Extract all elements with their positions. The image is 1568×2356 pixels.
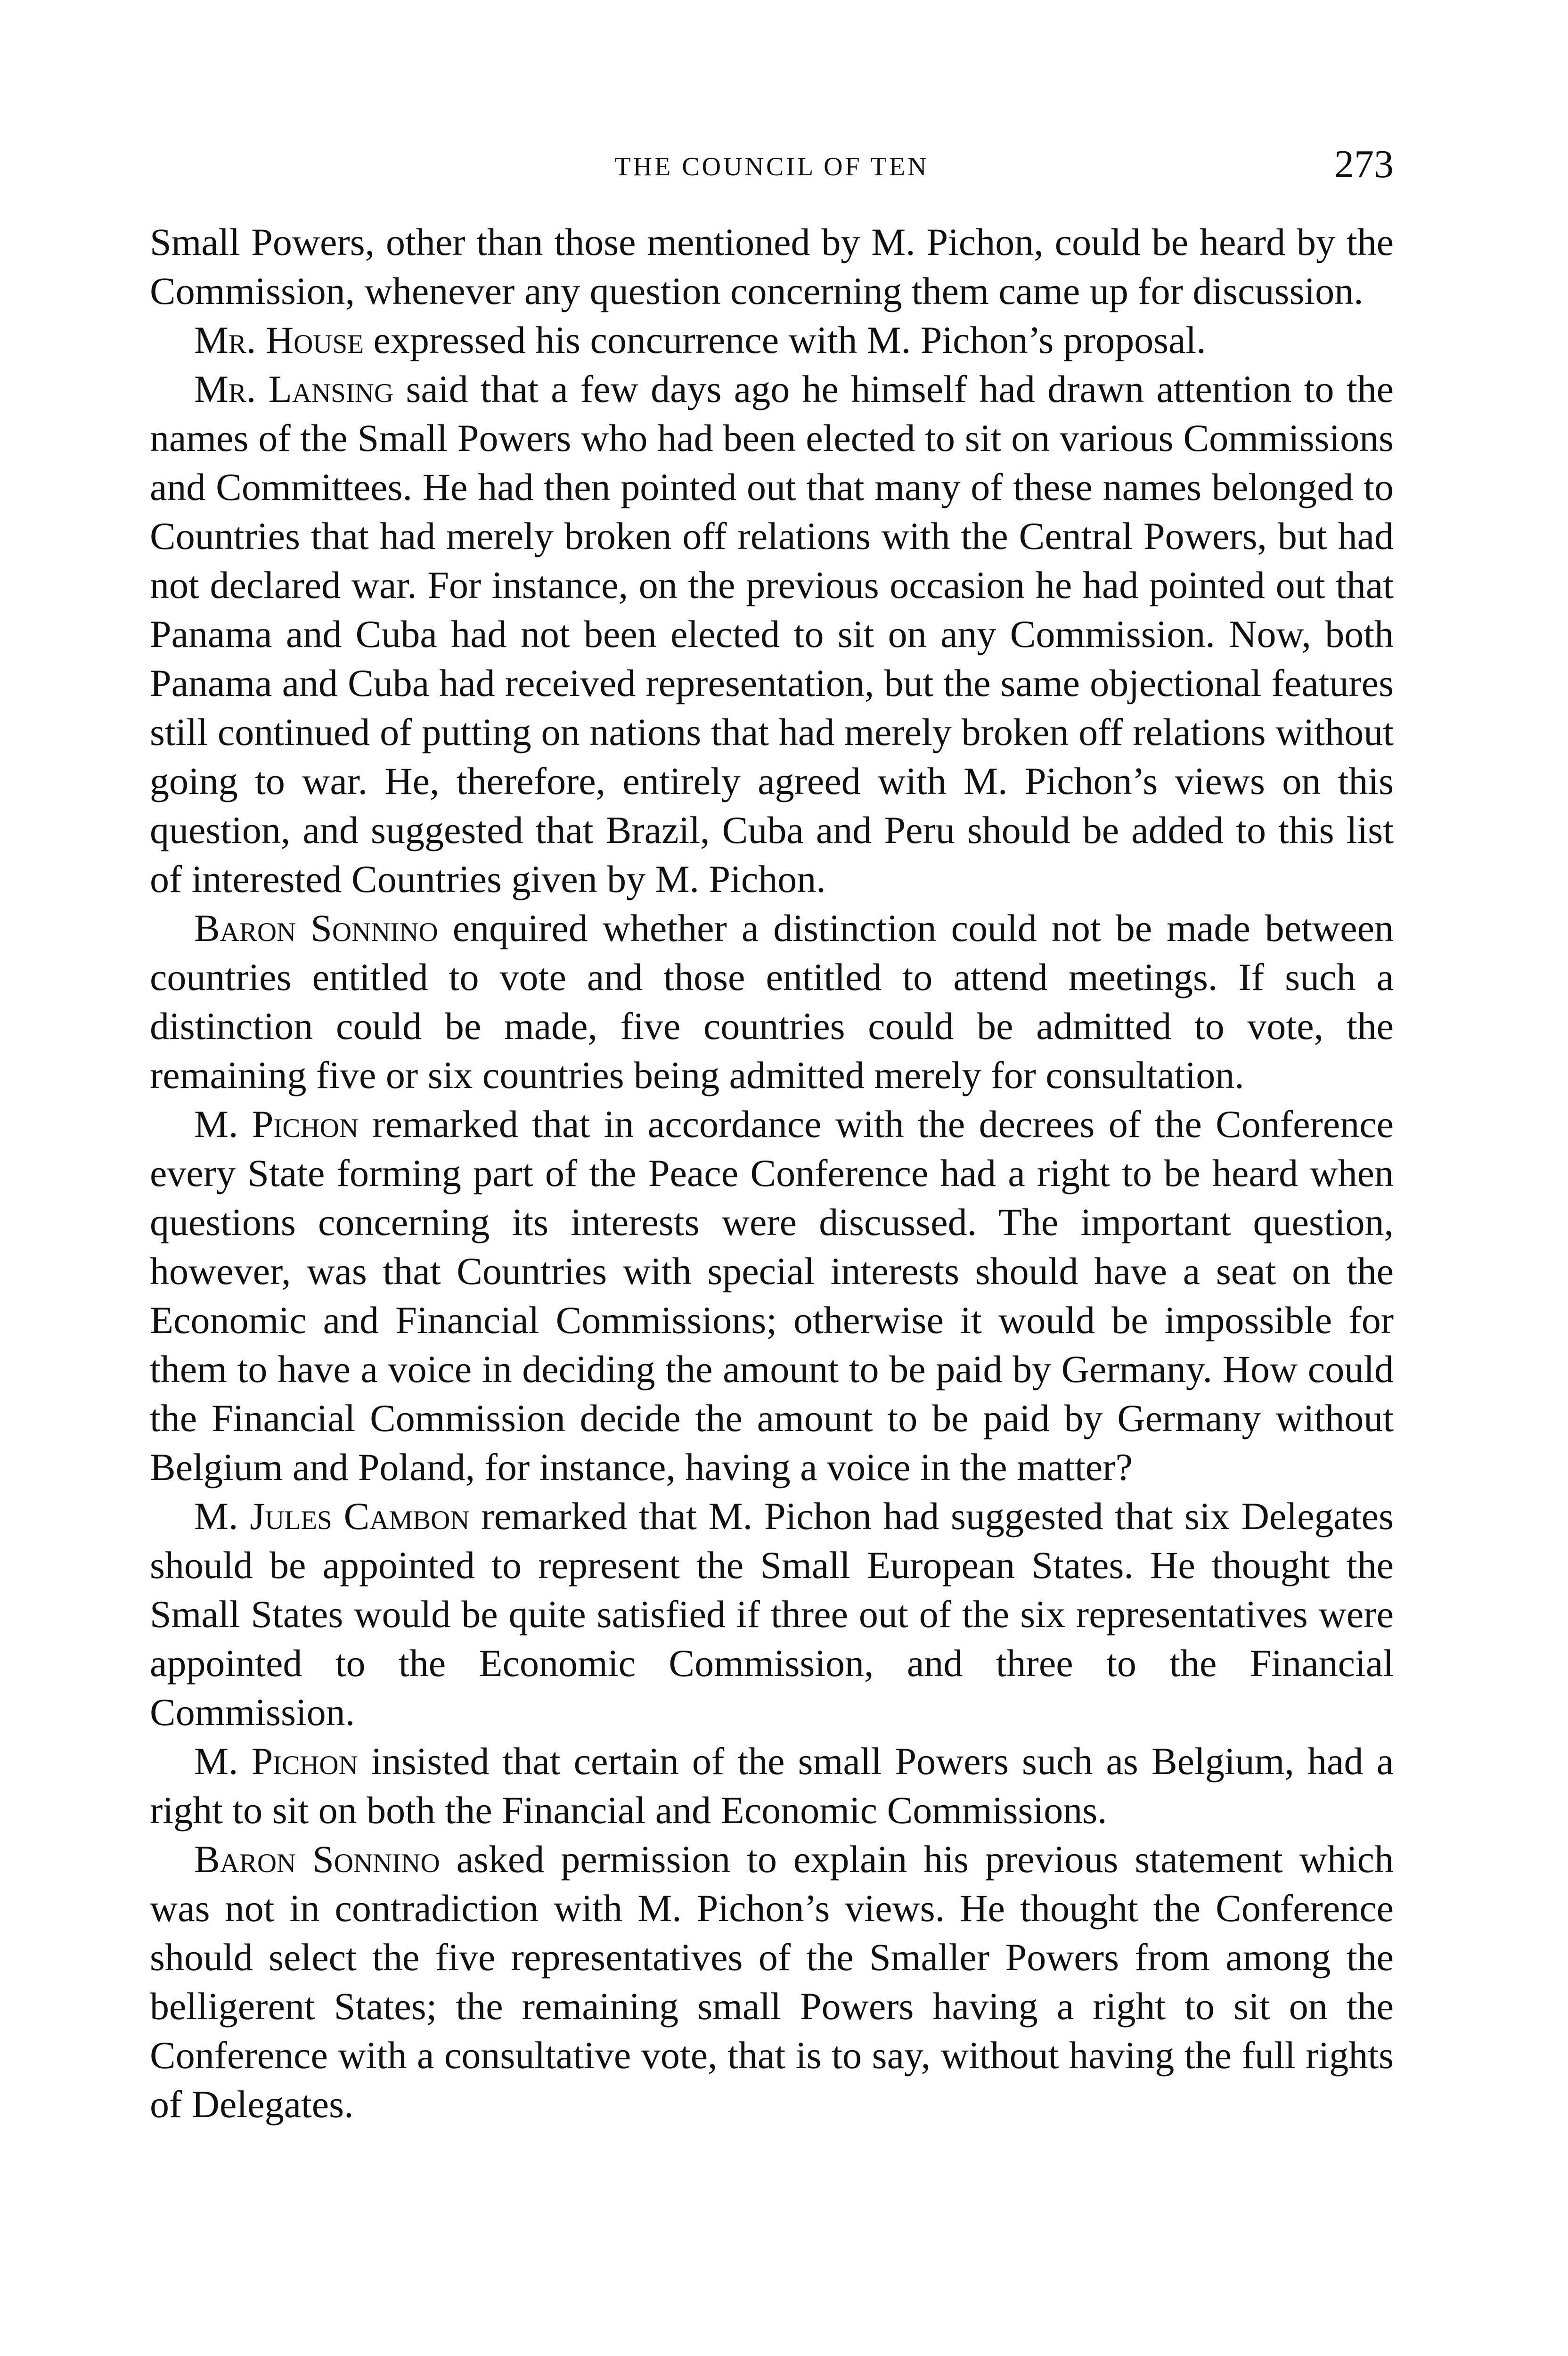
body-text xyxy=(150,218,1394,2129)
paragraph-8 xyxy=(150,1835,1394,2129)
paragraph-text: expressed his concurrence with M. Pichon’s proposal. xyxy=(364,319,1206,361)
paragraph-text: said that a few days ago he himself had drawn attention to the names of the Small Powers who had been elected to sit on various Commissions and Committees. He had then pointed out that many of these names belonged to Countries that had merely broken off relations with the Central Powers, but had not declared war. For instance, on the previous occasion he had pointed out that Panama and Cuba had not been elected to sit on any Commission. Now, both Panama and Cuba had received representation, but the same objectional features still continued of putting on nations that had merely broken off relations without going to war. He, therefore, entirely agreed with M. Pichon’s views on this question, and suggested that Brazil, Cuba and Peru should be added to this list of interested Countries given by M. Pichon. xyxy=(150,368,1394,900)
paragraph-text: Small Powers, other than those mentioned by M. Pichon, could be heard by the Commission, whenever any question concerning them came up for discussion. xyxy=(150,221,1394,312)
paragraph-3 xyxy=(150,365,1394,904)
paragraph-5 xyxy=(150,1100,1394,1492)
speaker-name: Mr. Lansing xyxy=(194,368,394,410)
paragraph-text: insisted that certain of the small Powers such as Belgium, had a right to sit on both the Financial and Economic Commissions. xyxy=(150,1740,1394,1832)
speaker-name: M. Pichon xyxy=(194,1103,359,1145)
paragraph-6 xyxy=(150,1492,1394,1737)
running-head xyxy=(150,141,1394,193)
paragraph-1 xyxy=(150,218,1394,316)
paragraph-text: remarked that in accordance with the decrees of the Conference every State forming part of the Peace Conference had a right to be heard when questions concerning its interests were discussed. The important question, however, was that Countries with special interests should have a seat on the Economic and Financial Commissions; otherwise it would be impossible for them to have a voice in deciding the amount to be paid by Germany. How could the Financial Commission decide the amount to be paid by Germany without Belgium and Poland, for instance, having a voice in the matter? xyxy=(150,1103,1394,1489)
page-number: 273 xyxy=(1334,142,1394,186)
paragraph-text: asked permission to explain his previous statement which was not in contradiction with M. Pichon’s views. He thought the Conference should select the five representatives of the Smaller Powers from among the belligerent States; the remaining small Powers having a right to sit on the Conference with a consultative vote, that is to say, without having the full rights of Delegates. xyxy=(150,1838,1394,2126)
paragraph-text: enquired whether a distinction could not be made between countries entitled to vote and those entitled to attend meetings. If such a distinction could be made, five countries could be admitted to vote, the remaining five or six countries being admitted merely for consultation. xyxy=(150,907,1394,1096)
paragraph-7 xyxy=(150,1737,1394,1835)
speaker-name: Baron Sonnino xyxy=(194,1838,440,1881)
speaker-name: Mr. House xyxy=(194,319,364,361)
speaker-name: M. Jules Cambon xyxy=(194,1495,470,1538)
running-title: THE COUNCIL OF TEN xyxy=(614,152,929,181)
paragraph-4 xyxy=(150,904,1394,1100)
speaker-name: M. Pichon xyxy=(194,1740,358,1783)
speaker-name: Baron Sonnino xyxy=(194,907,438,949)
paragraph-text: remarked that M. Pichon had suggested that six Delegates should be appointed to represent the Small European States. He thought the Small States would be quite satisfied if three out of the six representatives were appointed to the Economic Commission, and three to the Financial Commission. xyxy=(150,1495,1394,1734)
paragraph-2 xyxy=(150,316,1394,365)
